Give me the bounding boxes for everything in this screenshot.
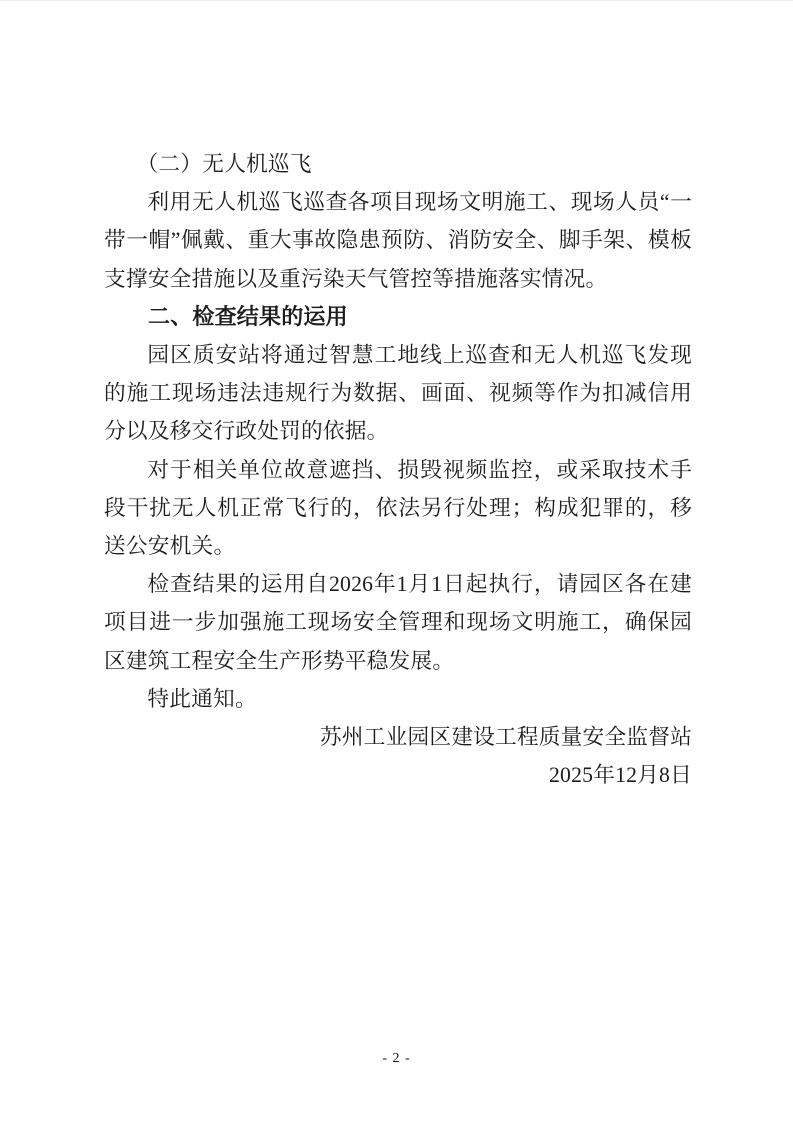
subsection-heading-uav-patrol: （二）无人机巡飞 bbox=[136, 152, 312, 176]
section-heading-result-usage: 二、检查结果的运用 bbox=[148, 303, 348, 329]
document-page bbox=[0, 1, 793, 1123]
page-number: - 2 - bbox=[382, 1051, 411, 1066]
paragraph-uav-inspection-scope: 利用无人机巡飞巡查各项目现场文明施工、现场人员“一带一帽”佩戴、重大事故隐患预防、消防安全、脚手架、模板支撑安全措施以及重污染天气管控等措施落实情况。 bbox=[104, 190, 692, 291]
document-body bbox=[104, 145, 692, 794]
issuing-authority-signature: 苏州工业园区建设工程质量安全监督站 bbox=[319, 725, 692, 750]
paragraph-violation-penalty: 对于相关单位故意遮挡、损毁视频监控，或采取技术手段干扰无人机正常飞行的，依法另行处理；构成犯罪的，移送公安机关。 bbox=[104, 457, 692, 559]
issue-date: 2025年12月8日 bbox=[549, 763, 692, 788]
paragraph-result-usage: 园区质安站将通过智慧工地线上巡查和无人机巡飞发现的施工现场违法违规行为数据、画面、视频等作为扣减信用分以及移交行政处罚的依据。 bbox=[104, 343, 692, 444]
paragraph-closing-notice: 特此通知。 bbox=[147, 686, 257, 711]
paragraph-effective-date: 检查结果的运用自2026年1月1日起执行，请园区各在建项目进一步加强施工现场安全管理和现场文明施工，确保园区建筑工程安全生产形势平稳发展。 bbox=[104, 572, 692, 673]
